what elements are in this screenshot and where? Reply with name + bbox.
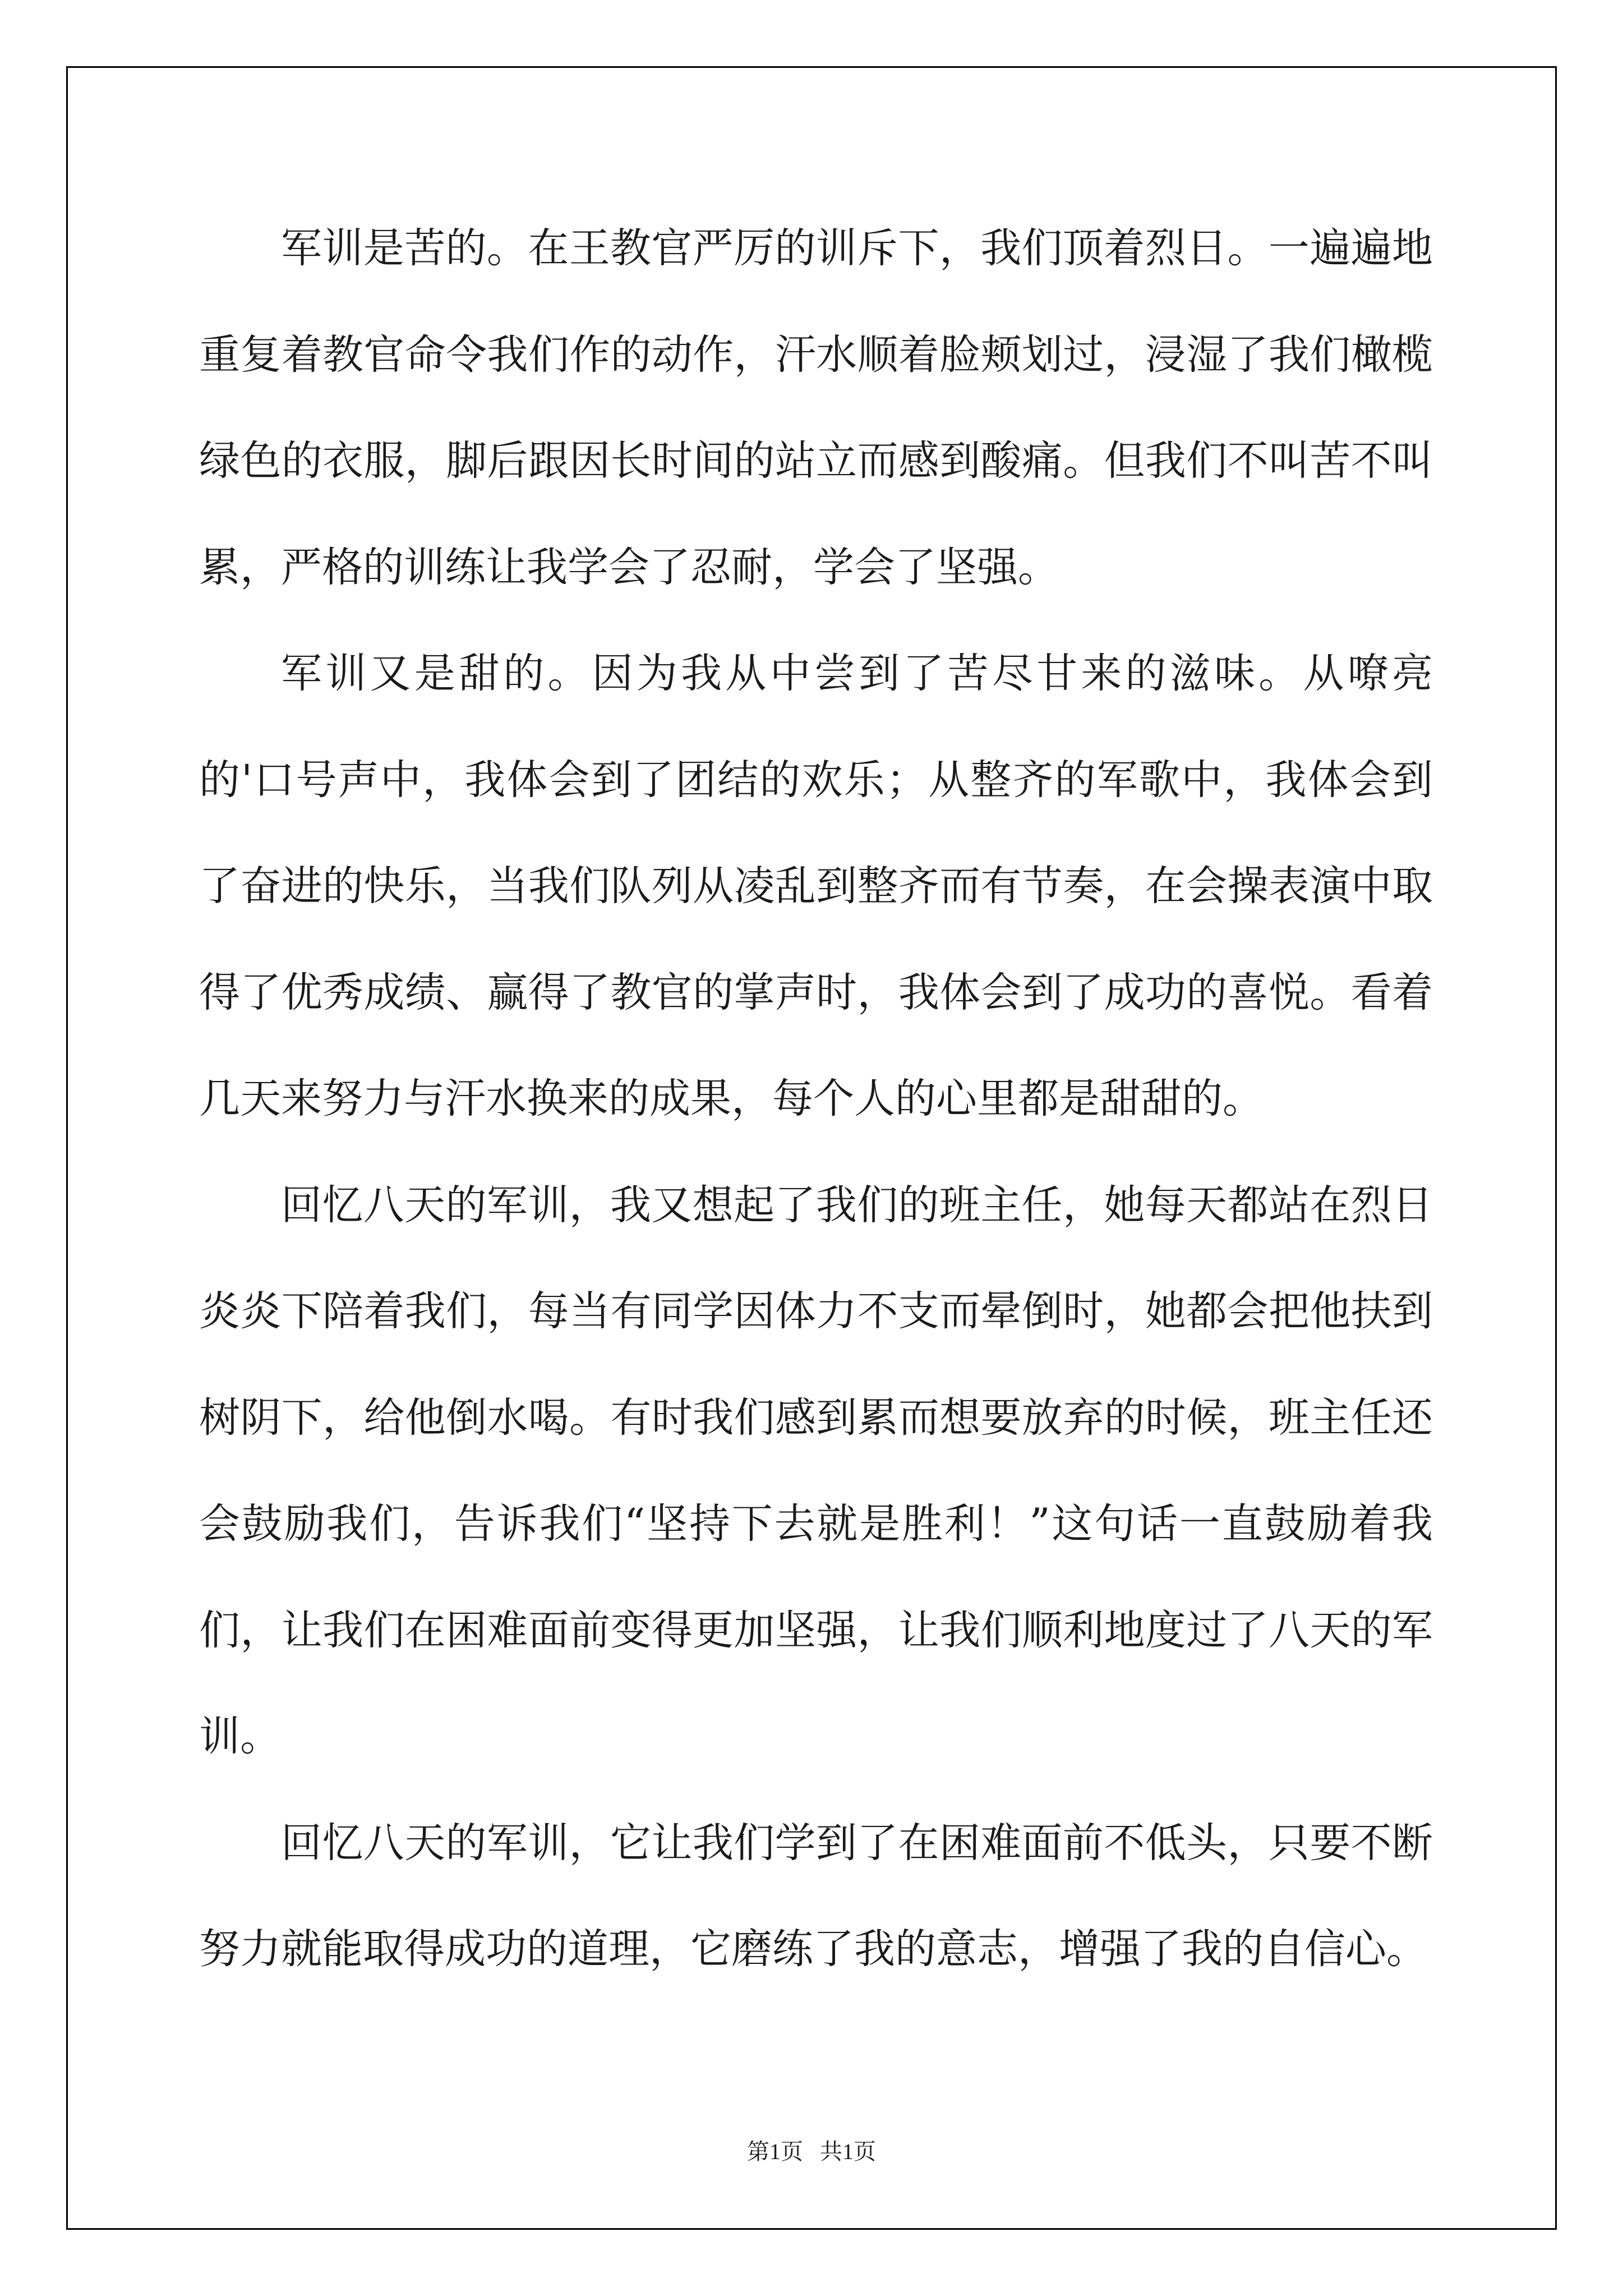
paragraph-4: 回忆八天的军训，它让我们学到了在困难面前不低头，只要不断努力就能取得成功的道理，它磨练了我的意志，增强了我的自信心。: [199, 1819, 1433, 1973]
page-footer: 第1页 共1页: [747, 2139, 876, 2164]
document-body: [199, 195, 1433, 2003]
paragraph-2: 军训又是甜的。因为我从中尝到了苦尽甘来的滋味。从嘹亮的'口号声中，我体会到了团结的欢乐；从整齐的军歌中，我体会到了奋进的快乐，当我们队列从凌乱到整齐而有节奏，在会操表演中取得了优秀成绩、赢得了教官的掌声时，我体会到了成功的喜悦。看着几天来努力与汗水换来的成果，每个人的心里都是甜甜的。: [199, 650, 1433, 1122]
paragraph-1: 军训是苦的。在王教官严厉的训斥下，我们顶着烈日。一遍遍地重复着教官命令我们作的动作，汗水顺着脸颊划过，浸湿了我们橄榄绿色的衣服，脚后跟因长时间的站立而感到酸痛。但我们不叫苦不叫累，严格的训练让我学会了忍耐，学会了坚强。: [199, 224, 1433, 591]
paragraph-3: 回忆八天的军训，我又想起了我们的班主任，她每天都站在烈日炎炎下陪着我们，每当有同学因体力不支而晕倒时，她都会把他扶到树阴下，给他倒水喝。有时我们感到累而想要放弃的时候，班主任还会鼓励我们，告诉我们“坚持下去就是胜利！”这句话一直鼓励着我们，让我们在困难面前变得更加坚强，让我们顺利地度过了八天的军训。: [199, 1181, 1433, 1760]
